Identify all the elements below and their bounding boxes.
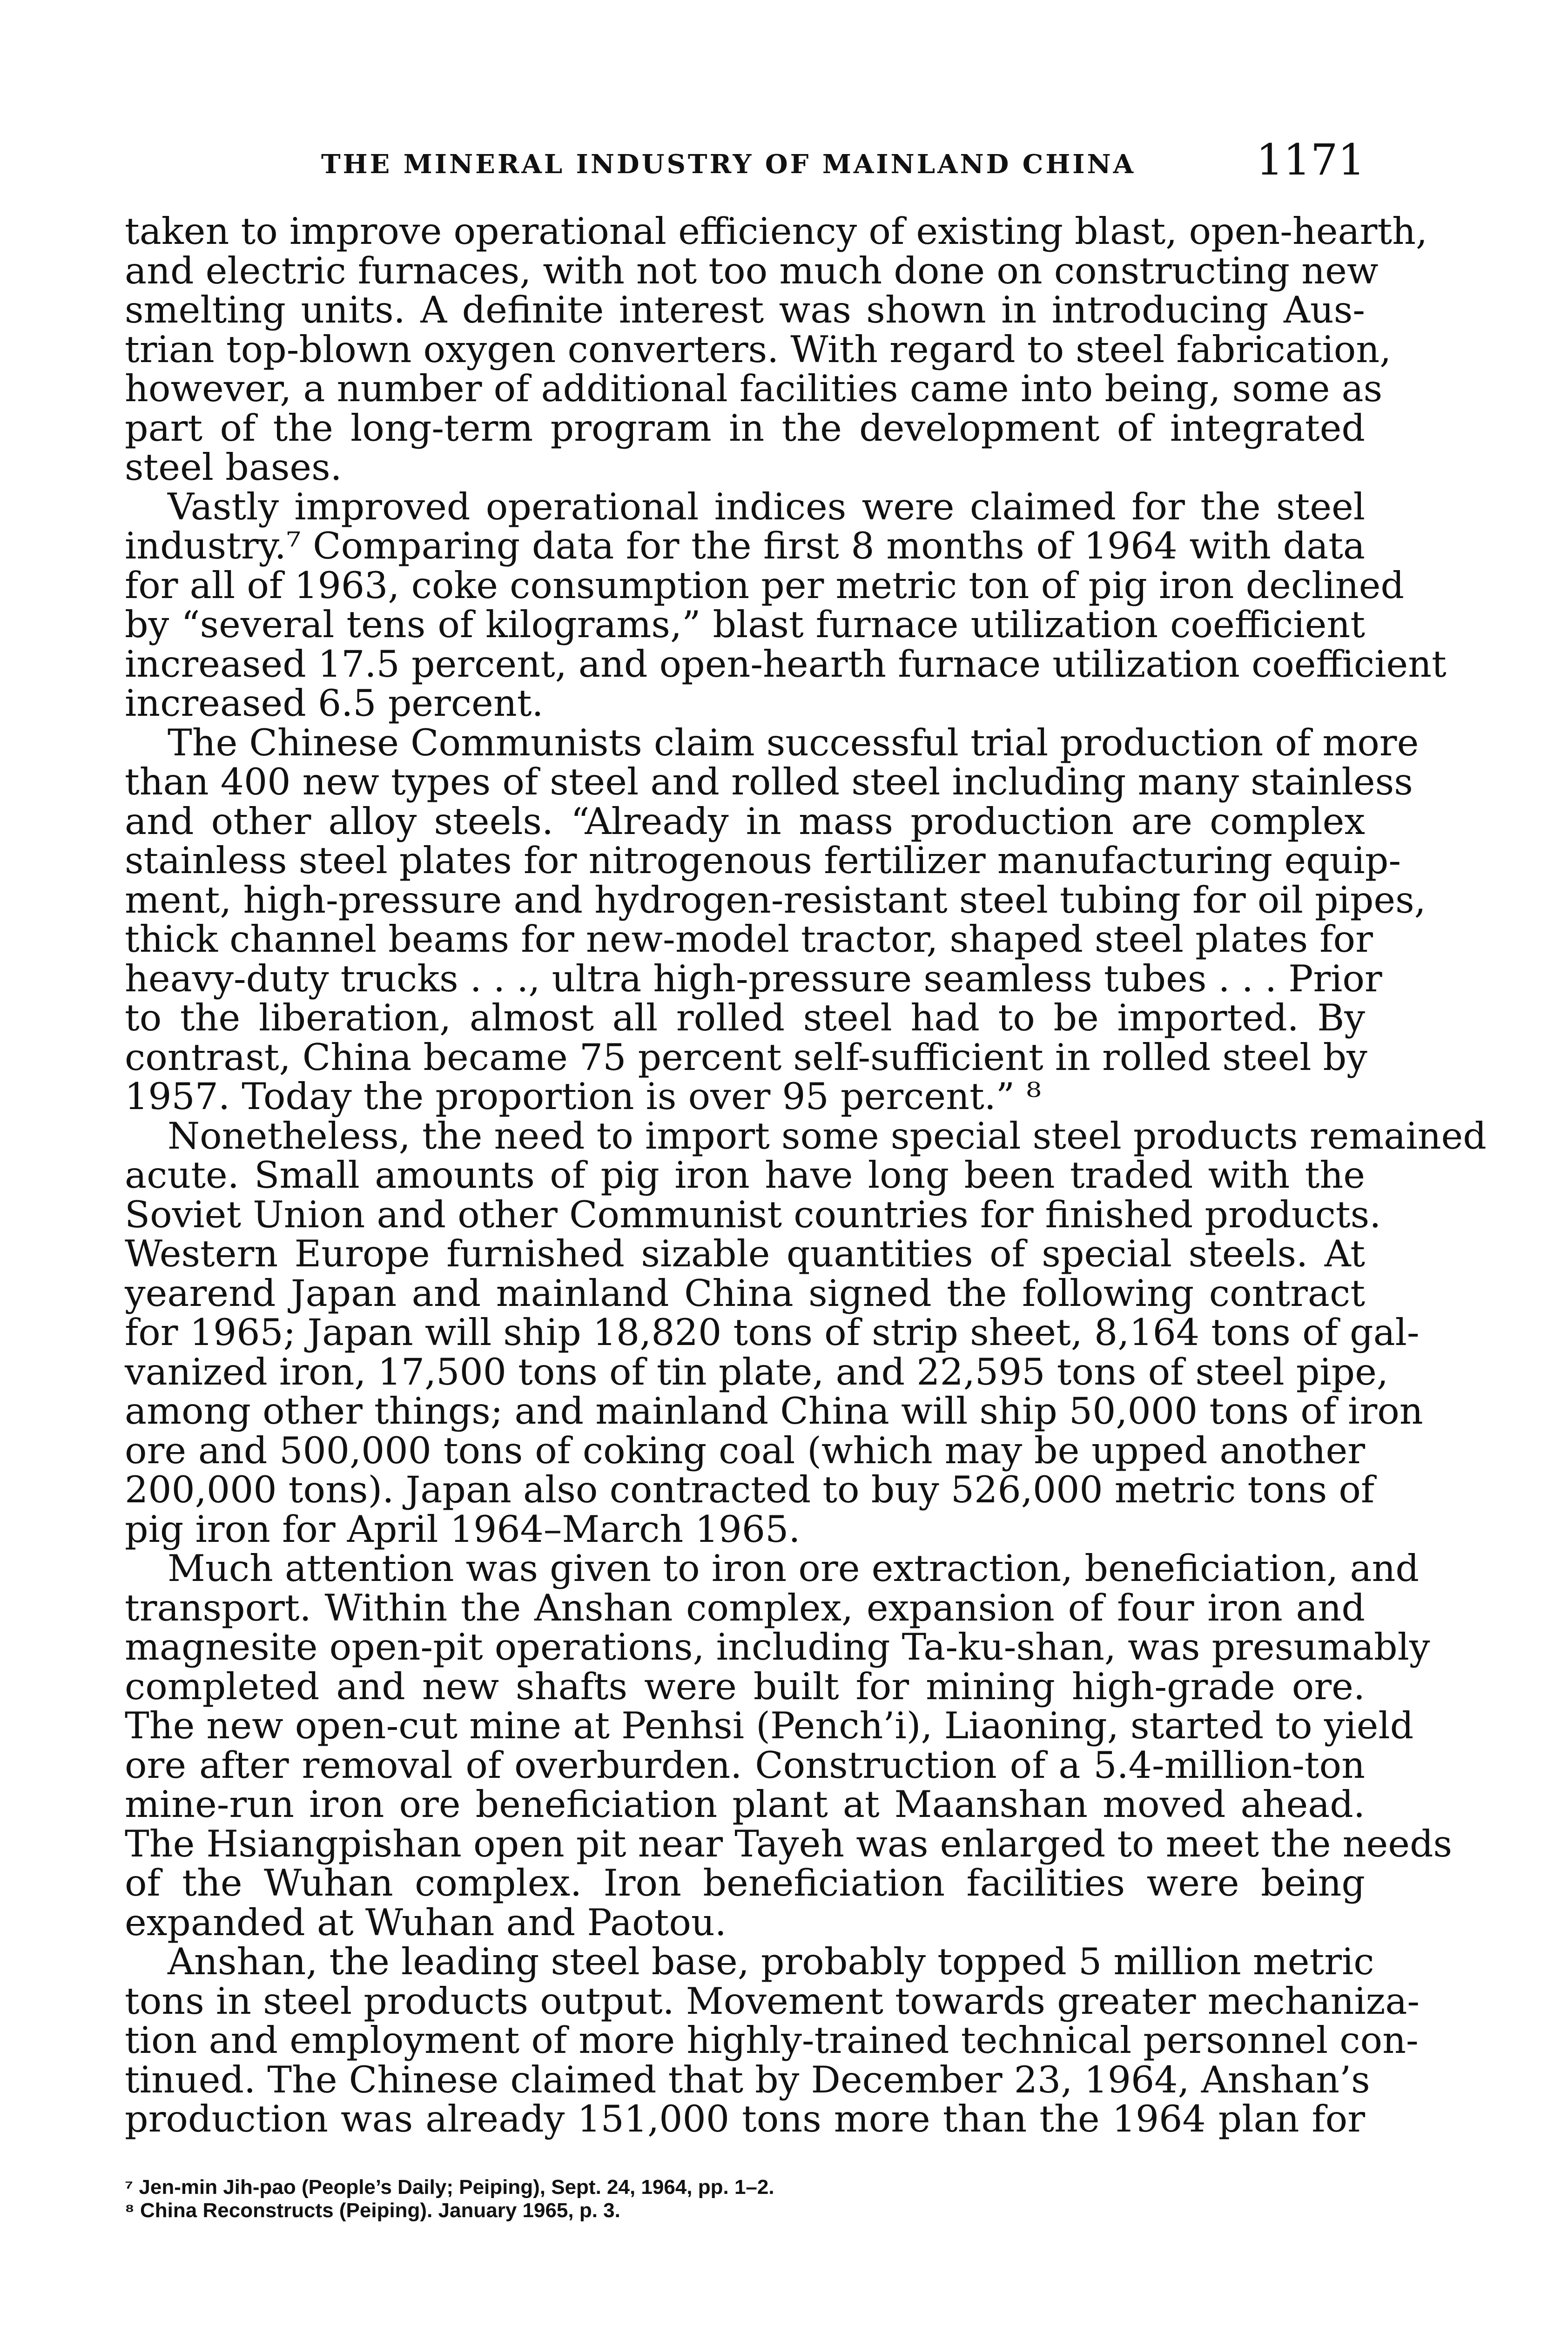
running-title: THE MINERAL INDUSTRY OF MAINLAND CHINA <box>321 149 1136 180</box>
text-line: Anshan, the leading steel base, probably topped 5 million metric <box>168 1940 1374 1983</box>
text-line: mine-run iron ore beneficiation plant at Maanshan moved ahead. <box>125 1783 1365 1826</box>
text-line: 1957. Today the proportion is over 95 percent.” ⁸ <box>125 1075 1042 1118</box>
paragraph <box>125 1940 1420 2140</box>
text-line: than 400 new types of steel and rolled steel including many stainless <box>125 760 1413 803</box>
text-line: to the liberation, almost all rolled steel had to be imported. By <box>125 996 1365 1039</box>
text-line: increased 6.5 percent. <box>125 682 544 725</box>
footnotes <box>125 2176 1365 2222</box>
text-line: ment, high-pressure and hydrogen-resistant steel tubing for oil pipes, <box>125 878 1426 921</box>
text-line: trian top-blown oxygen converters. With regard to steel fabrication, <box>125 328 1392 371</box>
text-line: The Chinese Communists claim successful trial production of more <box>168 721 1419 764</box>
text-line: Vastly improved operational indices were claimed for the steel <box>168 485 1365 528</box>
text-line: expanded at Wuhan and Paotou. <box>125 1901 727 1944</box>
text-line: Soviet Union and other Communist countries for finished products. <box>125 1193 1381 1236</box>
text-line: ore and 500,000 tons of coking coal (which may be upped another <box>125 1429 1365 1472</box>
text-line: and electric furnaces, with not too much done on constructing new <box>125 249 1379 292</box>
footnote: ⁷ Jen-min Jih-pao (People’s Daily; Peiping), Sept. 24, 1964, pp. 1–2. <box>125 2176 774 2199</box>
text-line: and other alloy steels. “Already in mass production are complex <box>125 800 1365 843</box>
text-line: taken to improve operational efficiency of existing blast, open-hearth, <box>125 210 1428 253</box>
text-line: magnesite open-pit operations, including Ta-ku-shan, was presumably <box>125 1626 1430 1668</box>
text-line: vanized iron, 17,500 tons of tin plate, and 22,595 tons of steel pipe, <box>125 1350 1388 1393</box>
text-line: The Hsiangpishan open pit near Tayeh was enlarged to meet the needs <box>125 1822 1453 1865</box>
text-line: pig iron for April 1964–March 1965. <box>125 1507 801 1551</box>
text-line: yearend Japan and mainland China signed the following contract <box>125 1271 1365 1315</box>
text-line: Western Europe furnished sizable quantities of special steels. At <box>125 1232 1365 1275</box>
text-line: among other things; and mainland China will ship 50,000 tons of iron <box>125 1390 1423 1433</box>
page-number: 1171 <box>1256 135 1365 185</box>
text-line: Nonetheless, the need to import some special steel products remained <box>168 1114 1487 1157</box>
text-line: tinued. The Chinese claimed that by December 23, 1964, Anshan’s <box>125 2058 1370 2101</box>
footnote: ⁸ China Reconstructs (Peiping). January 1965, p. 3. <box>125 2199 620 2222</box>
text-line: increased 17.5 percent, and open-hearth furnace utilization coefficient <box>125 642 1447 686</box>
paragraph <box>125 721 1426 1118</box>
text-line: heavy-duty trucks . . ., ultra high-pressure seamless tubes . . . Prior <box>125 957 1382 1000</box>
text-line: for all of 1963, coke consumption per metric ton of pig iron declined <box>125 564 1404 607</box>
paragraph <box>125 210 1428 489</box>
text-line: ore after removal of overburden. Construction of a 5.4-million-ton <box>125 1743 1365 1787</box>
paragraph <box>125 1114 1487 1551</box>
body-text <box>125 210 1487 2140</box>
text-line: industry.⁷ Comparing data for the first 8 months of 1964 with data <box>125 525 1365 567</box>
text-line: part of the long-term program in the development of integrated <box>125 406 1365 450</box>
text-line: transport. Within the Anshan complex, expansion of four iron and <box>125 1586 1365 1629</box>
text-line: completed and new shafts were built for mining high-grade ore. <box>125 1665 1365 1708</box>
text-line: The new open-cut mine at Penhsi (Pench’i), Liaoning, started to yield <box>125 1704 1414 1747</box>
text-line: thick channel beams for new-model tractor, shaped steel plates for <box>125 918 1373 961</box>
text-line: tion and employment of more highly-trained technical personnel con- <box>125 2019 1419 2062</box>
text-line: by “several tens of kilograms,” blast furnace utilization coefficient <box>125 603 1365 646</box>
text-line: Much attention was given to iron ore extraction, beneficiation, and <box>168 1547 1419 1590</box>
text-line: production was already 151,000 tons more than the 1964 plan for <box>125 2098 1365 2140</box>
paragraph <box>125 1547 1453 1944</box>
text-line: of the Wuhan complex. Iron beneficiation facilities were being <box>125 1862 1365 1904</box>
text-line: acute. Small amounts of pig iron have long been traded with the <box>125 1154 1365 1197</box>
text-line: stainless steel plates for nitrogenous fertilizer manufacturing equip- <box>125 839 1401 882</box>
text-line: contrast, China became 75 percent self-sufficient in rolled steel by <box>125 1036 1367 1079</box>
text-line: for 1965; Japan will ship 18,820 tons of strip sheet, 8,164 tons of gal- <box>125 1311 1420 1354</box>
text-line: smelting units. A definite interest was shown in introducing Aus- <box>125 289 1365 331</box>
paragraph <box>125 485 1447 725</box>
running-head <box>125 135 1365 186</box>
text-line: tons in steel products output. Movement towards greater mechaniza- <box>125 1979 1420 2023</box>
text-line: however, a number of additional facilities came into being, some as <box>125 367 1383 410</box>
text-line: steel bases. <box>125 446 342 489</box>
text-line: 200,000 tons). Japan also contracted to buy 526,000 metric tons of <box>125 1468 1375 1511</box>
